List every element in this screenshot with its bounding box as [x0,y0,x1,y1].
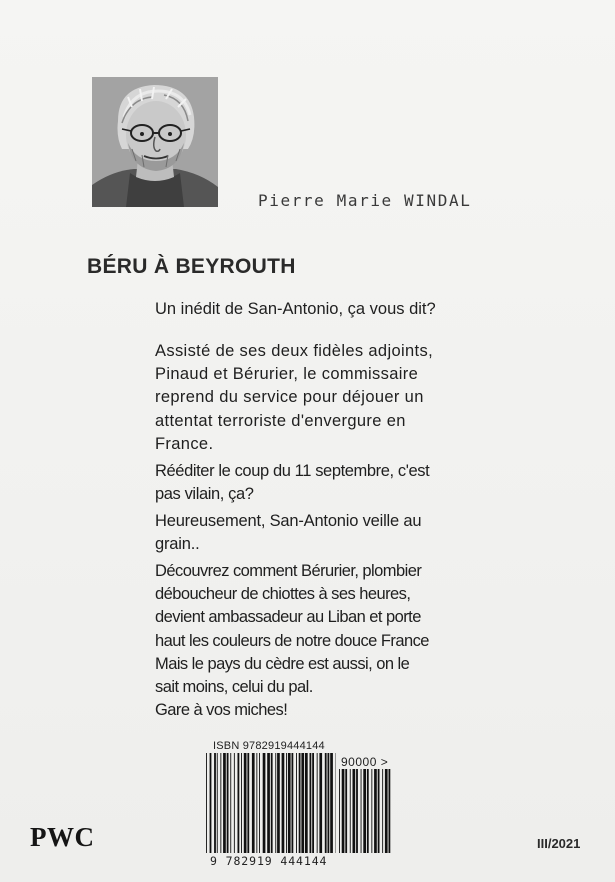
blurb-paragraph-3 [155,510,475,556]
barcode-addon-label: 90000 > [341,755,389,769]
barcode-bar [299,753,301,853]
barcode-bar [310,753,312,853]
blurb-paragraph-1 [155,340,475,456]
blurb-line: Heureusement, San-Antonio veille au [155,512,422,530]
blurb-line: grain.. [155,535,200,554]
blurb-line: Pinaud et Bérurier, le commissaire [155,365,419,384]
barcode-bar [389,769,391,853]
barcode-bar [282,753,285,853]
ean-digits: 9 782919 444144 [210,854,328,868]
blurb-line: pas vilain, ça? [155,485,254,504]
barcode-bar [301,753,304,853]
barcode-bar [220,753,221,853]
barcode-bar [363,769,366,853]
barcode-bar [244,753,247,853]
barcode-bar [361,769,362,853]
blurb-line: Rééditer le coup du 11 septembre, c'est [155,462,430,480]
blurb-line: France. [155,434,214,453]
barcode-bar [325,753,327,853]
author-sketch-image [92,77,218,207]
barcode-bar [241,753,242,853]
barcode-bar [374,769,377,853]
blurb-intro: Un inédit de San-Antonio, ça vous dit? [155,300,436,318]
barcode-bar [371,769,372,853]
barcode-bar [223,753,226,853]
barcode-bar [292,753,294,853]
blurb-paragraph-2 [155,460,475,506]
blurb-line: reprend du service pour déjouer un [155,388,424,407]
barcode-bar [288,753,291,853]
isbn-label: ISBN 9782919444144 [213,740,325,752]
barcode-bar [259,753,260,853]
addon-barcode [339,769,392,853]
blurb-line: sait moins, celui du pal. [155,678,313,697]
barcode-bar [263,753,266,853]
barcode-bar [382,769,383,853]
barcode-bar [328,753,330,853]
author-name: Pierre Marie WINDAL [258,191,472,210]
blurb-line: Gare à vos miches! [155,701,288,720]
blurb-line: déboucheur de chiottes à ses heures, [155,585,411,604]
author-portrait [92,77,218,207]
barcode-bar [356,769,358,853]
barcode-bar [252,753,255,853]
barcode-bar [217,753,218,853]
barcode-bar [234,753,235,853]
blurb-line: Mais le pays du cèdre est aussi, on le [155,654,410,673]
barcode-bar [277,753,280,853]
barcode-bar [317,753,318,853]
barcode-bar [296,753,297,853]
barcode-bar [247,753,249,853]
blurb-line: haut les couleurs de notre douce France [155,631,429,650]
barcode-bar [305,753,308,853]
barcode-bar [214,753,216,853]
barcode-bar [267,753,270,853]
barcode-bar [238,753,240,853]
barcode-bar [227,753,229,853]
barcode-bar [206,753,207,853]
edition-label: III/2021 [537,836,581,851]
barcode-bar [319,753,322,853]
barcode-bar [330,753,333,853]
barcode-bar [339,769,340,853]
barcode-bar [271,753,273,853]
barcode-bar [385,769,388,853]
barcode-bar [256,753,257,853]
blurb-line: devient ambassadeur au Liban et porte [155,608,421,627]
barcode-bar [353,769,356,853]
barcode-bar [275,753,276,853]
barcode-bar [230,753,231,853]
publisher-logo: PWC [30,822,95,852]
blurb-line: Découvrez comment Bérurier, plombier [155,562,422,580]
barcode-bar [367,769,369,853]
barcode-bar [210,753,212,853]
blurb-line: attentat terroriste d'envergure en [155,411,406,430]
barcode-bar [312,753,314,853]
blurb-paragraph-4 [155,560,475,722]
ean-barcode [206,753,336,853]
barcode-bar [350,769,351,853]
barcode-bar [345,769,347,853]
book-title: BÉRU À BEYROUTH [87,255,296,278]
barcode-bar [286,753,287,853]
barcode-bar [378,769,380,853]
blurb-line: Assisté de ses deux fidèles adjoints, [155,342,434,360]
barcode-bar [342,769,345,853]
